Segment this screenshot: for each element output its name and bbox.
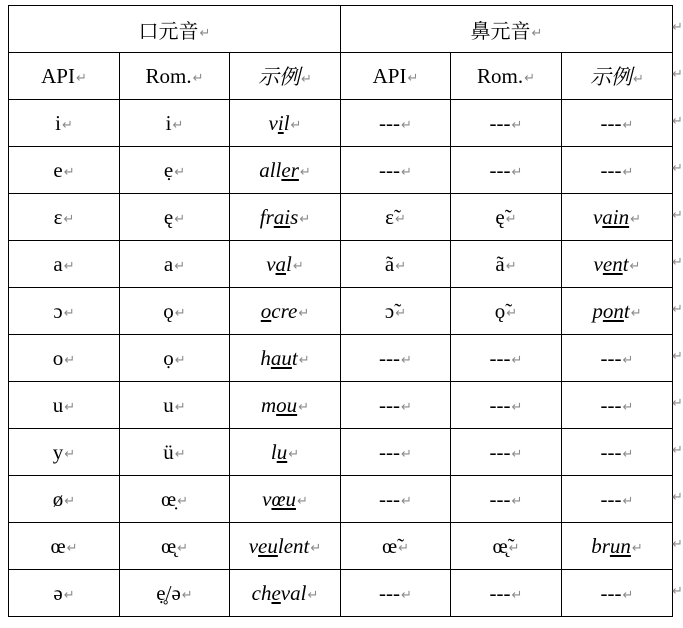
oral-rom-cell-text: ü xyxy=(163,439,174,464)
nasal-rom-cell xyxy=(451,147,562,194)
nasal-api-cell xyxy=(341,147,451,194)
paragraph-mark: ↵ xyxy=(622,117,634,133)
nasal-api-cell xyxy=(341,429,451,476)
oral-api-cell-text: y xyxy=(52,439,64,464)
oral-rom-cell-text: ǫ xyxy=(163,298,174,323)
nasal-api-cell-text: --- xyxy=(379,392,401,417)
oral-rom-cell-text: a xyxy=(163,251,174,276)
paragraph-mark: ↵ xyxy=(172,117,184,133)
paragraph-mark: ↵ xyxy=(630,305,642,321)
column-header-row xyxy=(9,53,673,100)
oral-example-cell xyxy=(230,523,341,570)
oral-example-cell xyxy=(230,429,341,476)
paragraph-mark: ↵ xyxy=(292,258,304,274)
nasal-example-cell-word: --- xyxy=(600,157,622,182)
oral-example-header: 示例↵ xyxy=(230,53,341,100)
nasal-rom-cell xyxy=(451,476,562,523)
nasal-api-header: API↵ xyxy=(341,53,451,100)
underlined-grapheme: au xyxy=(270,345,292,370)
paragraph-mark: ↵ xyxy=(290,117,302,133)
nasal-example-cell xyxy=(562,429,673,476)
nasal-example-cell xyxy=(562,288,673,335)
oral-rom-cell xyxy=(120,194,230,241)
paragraph-mark: ↵ xyxy=(508,540,520,556)
underlined-grapheme: on xyxy=(602,298,624,323)
oral-example-cell-word: veulent xyxy=(248,533,310,558)
oral-api-cell-text: a xyxy=(53,251,63,276)
oral-rom-cell xyxy=(120,288,230,335)
nasal-rom-cell xyxy=(451,100,562,147)
oral-example-cell xyxy=(230,194,341,241)
oral-rom-cell xyxy=(120,100,230,147)
paragraph-mark: ↵ xyxy=(401,352,412,368)
paragraph-mark: ↵ xyxy=(394,211,406,227)
row-end-mark: ↵ xyxy=(672,490,683,505)
paragraph-mark: ↵ xyxy=(63,305,75,321)
oral-api-cell-text: ø xyxy=(52,486,64,511)
oral-rom-cell xyxy=(120,429,230,476)
oral-api-cell xyxy=(9,100,120,147)
oral-example-cell xyxy=(230,147,341,194)
nasal-rom-cell-text: --- xyxy=(489,110,511,135)
oral-rom-cell-text: œ̨ xyxy=(160,533,177,558)
paragraph-mark: ↵ xyxy=(64,399,76,415)
oral-rom-cell xyxy=(120,523,230,570)
nasal-api-cell xyxy=(341,570,451,617)
paragraph-mark: ↵ xyxy=(174,211,186,227)
underlined-grapheme: u xyxy=(276,439,288,464)
paragraph-mark: ↵ xyxy=(511,446,523,462)
underlined-grapheme: ain xyxy=(602,204,630,229)
paragraph-mark: ↵ xyxy=(296,493,308,509)
oral-api-cell xyxy=(9,523,120,570)
paragraph-mark: ↵ xyxy=(174,258,186,274)
paragraph-mark: ↵ xyxy=(307,587,319,603)
oral-api-cell xyxy=(9,241,120,288)
nasal-example-cell xyxy=(562,335,673,382)
paragraph-mark: ↵ xyxy=(63,211,75,227)
oral-example-cell-word: ocre xyxy=(260,298,298,323)
oral-example-cell-word: val xyxy=(266,251,292,276)
row-end-mark: ↵ xyxy=(672,208,683,223)
row-end-mark: ↵ xyxy=(672,20,683,35)
vowel-row xyxy=(9,382,673,429)
vowel-row xyxy=(9,429,673,476)
paragraph-mark: ↵ xyxy=(63,258,75,274)
oral-example-cell-word: vil xyxy=(268,110,290,135)
nasal-example-cell-word: --- xyxy=(600,439,622,464)
nasal-rom-cell-text: ǫ̃ xyxy=(494,298,506,323)
vowel-row xyxy=(9,570,673,617)
oral-rom-cell-text: u xyxy=(163,392,174,417)
nasal-api-cell-text: --- xyxy=(379,580,401,605)
row-end-mark: ↵ xyxy=(672,114,683,129)
nasal-example-cell xyxy=(562,476,673,523)
oral-rom-cell-text: ọ xyxy=(163,345,174,370)
nasal-example-cell xyxy=(562,100,673,147)
paragraph-mark: ↵ xyxy=(174,352,186,368)
oral-rom-cell-text: ẹ xyxy=(163,157,174,182)
nasal-api-cell xyxy=(341,194,451,241)
oral-example-cell xyxy=(230,476,341,523)
paragraph-mark: ↵ xyxy=(511,117,523,133)
oral-example-cell-word: lu xyxy=(270,439,288,464)
nasal-rom-cell-text: --- xyxy=(489,392,511,417)
paragraph-mark: ↵ xyxy=(177,493,189,509)
nasal-example-cell-word: --- xyxy=(600,392,622,417)
oral-api-cell xyxy=(9,147,120,194)
nasal-rom-cell-text: ã xyxy=(495,251,505,276)
paragraph-mark: ↵ xyxy=(511,399,523,415)
oral-rom-cell-text: ẹ̥/ə xyxy=(156,580,181,605)
nasal-rom-cell xyxy=(451,382,562,429)
oral-api-cell-text: u xyxy=(52,392,64,417)
oral-api-cell xyxy=(9,476,120,523)
oral-api-cell xyxy=(9,382,120,429)
nasal-rom-cell xyxy=(451,523,562,570)
vowel-row xyxy=(9,100,673,147)
row-end-mark: ↵ xyxy=(672,537,683,552)
oral-example-cell xyxy=(230,382,341,429)
nasal-api-cell xyxy=(341,241,451,288)
nasal-rom-cell-text: --- xyxy=(489,486,511,511)
oral-example-cell-word: mou xyxy=(260,392,298,417)
nasal-rom-cell xyxy=(451,288,562,335)
row-end-mark: ↵ xyxy=(672,302,683,317)
nasal-rom-cell-text: --- xyxy=(489,345,511,370)
vowel-table xyxy=(8,5,673,617)
oral-example-cell xyxy=(230,100,341,147)
nasal-rom-cell xyxy=(451,194,562,241)
paragraph-mark: ↵ xyxy=(174,446,186,462)
oral-example-cell xyxy=(230,570,341,617)
paragraph-mark: ↵ xyxy=(511,164,523,180)
row-end-mark: ↵ xyxy=(672,161,683,176)
oral-rom-cell xyxy=(120,335,230,382)
underlined-grapheme: o xyxy=(260,298,272,323)
row-end-mark: ↵ xyxy=(672,396,683,411)
paragraph-mark: ↵ xyxy=(401,164,412,180)
nasal-api-cell xyxy=(341,523,451,570)
paragraph-mark: ↵ xyxy=(298,399,310,415)
vowel-row xyxy=(9,335,673,382)
oral-api-cell xyxy=(9,429,120,476)
paragraph-mark: ↵ xyxy=(631,540,643,556)
oral-example-cell-word: cheval xyxy=(251,580,307,605)
nasal-example-cell-word: brun xyxy=(591,533,631,558)
paragraph-mark: ↵ xyxy=(629,258,641,274)
nasal-rom-cell xyxy=(451,429,562,476)
underlined-grapheme: er xyxy=(281,157,299,182)
nasal-example-cell xyxy=(562,382,673,429)
oral-api-cell xyxy=(9,288,120,335)
nasal-example-cell xyxy=(562,523,673,570)
nasal-api-cell xyxy=(341,288,451,335)
oral-api-cell-text: ɛ xyxy=(53,204,63,229)
oral-rom-cell xyxy=(120,570,230,617)
nasal-example-header: 示例↵ xyxy=(562,53,673,100)
oral-api-cell-text: œ xyxy=(50,533,66,558)
group-header-row xyxy=(9,6,673,53)
oral-api-cell-text: ə xyxy=(53,580,63,605)
oral-example-cell xyxy=(230,335,341,382)
row-end-mark: ↵ xyxy=(672,443,683,458)
nasal-api-cell-text: ɔ̃ xyxy=(384,298,395,323)
vowel-row xyxy=(9,523,673,570)
paragraph-mark: ↵ xyxy=(298,352,310,368)
oral-rom-cell xyxy=(120,476,230,523)
paragraph-mark: ↵ xyxy=(511,587,523,603)
paragraph-mark: ↵ xyxy=(401,587,412,603)
underlined-grapheme: eu xyxy=(258,533,278,558)
underlined-grapheme: un xyxy=(609,533,631,558)
nasal-rom-cell-text: --- xyxy=(489,439,511,464)
paragraph-mark: ↵ xyxy=(622,164,634,180)
nasal-example-cell-word: --- xyxy=(600,110,622,135)
row-end-mark: ↵ xyxy=(672,584,683,599)
paragraph-mark: ↵ xyxy=(511,352,523,368)
nasal-rom-cell xyxy=(451,570,562,617)
oral-rom-cell xyxy=(120,382,230,429)
nasal-example-cell xyxy=(562,194,673,241)
nasal-example-cell-word: vain xyxy=(592,204,630,229)
nasal-rom-cell-text: ę̃ xyxy=(495,204,505,229)
paragraph-mark: ↵ xyxy=(63,587,75,603)
paragraph-mark: ↵ xyxy=(63,164,75,180)
nasal-example-cell xyxy=(562,570,673,617)
paragraph-mark: ↵ xyxy=(299,211,311,227)
paragraph-mark: ↵ xyxy=(298,305,310,321)
paragraph-mark: ↵ xyxy=(622,493,634,509)
paragraph-mark: ↵ xyxy=(395,305,407,321)
nasal-api-cell-text: --- xyxy=(379,439,401,464)
paragraph-mark: ↵ xyxy=(395,258,407,274)
paragraph-mark: ↵ xyxy=(299,164,311,180)
nasal-rom-header: Rom.↵ xyxy=(451,53,562,100)
nasal-api-cell-text: --- xyxy=(379,345,401,370)
underlined-grapheme: e xyxy=(271,580,281,605)
paragraph-mark: ↵ xyxy=(174,399,186,415)
underlined-grapheme: en xyxy=(602,251,623,276)
nasal-example-cell-word: vent xyxy=(593,251,629,276)
paragraph-mark: ↵ xyxy=(630,211,642,227)
oral-example-cell-word: vœu xyxy=(262,486,296,511)
oral-api-header: API↵ xyxy=(9,53,120,100)
nasal-rom-cell-text: --- xyxy=(489,157,511,182)
oral-api-cell-text: e xyxy=(53,157,63,182)
paragraph-mark: ↵ xyxy=(506,305,518,321)
underlined-grapheme: a xyxy=(275,251,287,276)
paragraph-mark: ↵ xyxy=(174,305,186,321)
oral-example-cell-word: haut xyxy=(260,345,298,370)
vowel-row xyxy=(9,147,673,194)
nasal-vowels-header: 鼻元音↵ xyxy=(341,6,673,53)
nasal-rom-cell xyxy=(451,335,562,382)
paragraph-mark: ↵ xyxy=(622,352,634,368)
nasal-example-cell-word: --- xyxy=(600,345,622,370)
paragraph-mark: ↵ xyxy=(622,587,634,603)
paragraph-mark: ↵ xyxy=(174,164,186,180)
oral-rom-cell-text: ę xyxy=(163,204,174,229)
underlined-grapheme: ou xyxy=(276,392,298,417)
paragraph-mark: ↵ xyxy=(61,117,73,133)
paragraph-mark: ↵ xyxy=(401,117,412,133)
nasal-api-cell xyxy=(341,476,451,523)
nasal-api-cell-text: œ̃ xyxy=(381,533,398,558)
nasal-api-cell-text: ã xyxy=(384,251,395,276)
paragraph-mark: ↵ xyxy=(401,399,412,415)
paragraph-mark: ↵ xyxy=(505,211,517,227)
nasal-example-cell xyxy=(562,147,673,194)
paragraph-mark: ↵ xyxy=(66,540,78,556)
underlined-grapheme: œu xyxy=(271,486,296,511)
paragraph-mark: ↵ xyxy=(288,446,300,462)
nasal-rom-cell xyxy=(451,241,562,288)
oral-rom-cell xyxy=(120,147,230,194)
oral-api-cell xyxy=(9,570,120,617)
oral-api-cell xyxy=(9,335,120,382)
oral-example-cell-word: frais xyxy=(259,204,299,229)
paragraph-mark: ↵ xyxy=(181,587,193,603)
nasal-api-cell xyxy=(341,382,451,429)
vowel-row xyxy=(9,476,673,523)
oral-rom-header: Rom.↵ xyxy=(120,53,230,100)
row-end-mark: ↵ xyxy=(672,67,683,82)
oral-api-cell-text: o xyxy=(52,345,64,370)
paragraph-mark: ↵ xyxy=(310,540,322,556)
nasal-api-cell xyxy=(341,100,451,147)
paragraph-mark: ↵ xyxy=(398,540,410,556)
oral-api-cell-text: i xyxy=(55,110,61,135)
paragraph-mark: ↵ xyxy=(511,493,523,509)
oral-rom-cell-text: œ̣ xyxy=(160,486,177,511)
nasal-api-cell-text: --- xyxy=(379,486,401,511)
oral-example-cell xyxy=(230,288,341,335)
underlined-grapheme: ai xyxy=(273,204,291,229)
row-end-mark: ↵ xyxy=(672,349,683,364)
paragraph-mark: ↵ xyxy=(622,446,634,462)
nasal-example-cell-word: pont xyxy=(592,298,630,323)
paragraph-mark: ↵ xyxy=(401,446,412,462)
oral-example-cell-word: aller xyxy=(259,157,299,182)
vowel-row xyxy=(9,194,673,241)
paragraph-mark: ↵ xyxy=(622,399,634,415)
paragraph-mark: ↵ xyxy=(505,258,517,274)
nasal-example-cell-word: --- xyxy=(600,580,622,605)
oral-rom-cell-text: i xyxy=(165,110,172,135)
nasal-api-cell-text: --- xyxy=(379,157,401,182)
oral-api-cell xyxy=(9,194,120,241)
row-end-mark: ↵ xyxy=(672,255,683,270)
paragraph-mark: ↵ xyxy=(64,352,76,368)
nasal-rom-cell-text: œ̨̃ xyxy=(492,533,508,558)
oral-vowels-header: 口元音↵ xyxy=(9,6,341,53)
vowel-row xyxy=(9,288,673,335)
nasal-example-cell xyxy=(562,241,673,288)
underlined-grapheme: i xyxy=(277,110,284,135)
nasal-rom-cell-text: --- xyxy=(489,580,511,605)
vowel-row xyxy=(9,241,673,288)
nasal-api-cell-text: ɛ̃ xyxy=(385,204,394,229)
oral-example-cell xyxy=(230,241,341,288)
nasal-api-cell xyxy=(341,335,451,382)
paragraph-mark: ↵ xyxy=(401,493,412,509)
nasal-api-cell-text: --- xyxy=(379,110,401,135)
oral-rom-cell xyxy=(120,241,230,288)
paragraph-mark: ↵ xyxy=(177,540,189,556)
paragraph-mark: ↵ xyxy=(64,446,76,462)
oral-api-cell-text: ɔ xyxy=(53,298,63,323)
nasal-example-cell-word: --- xyxy=(600,486,622,511)
paragraph-mark: ↵ xyxy=(64,493,76,509)
